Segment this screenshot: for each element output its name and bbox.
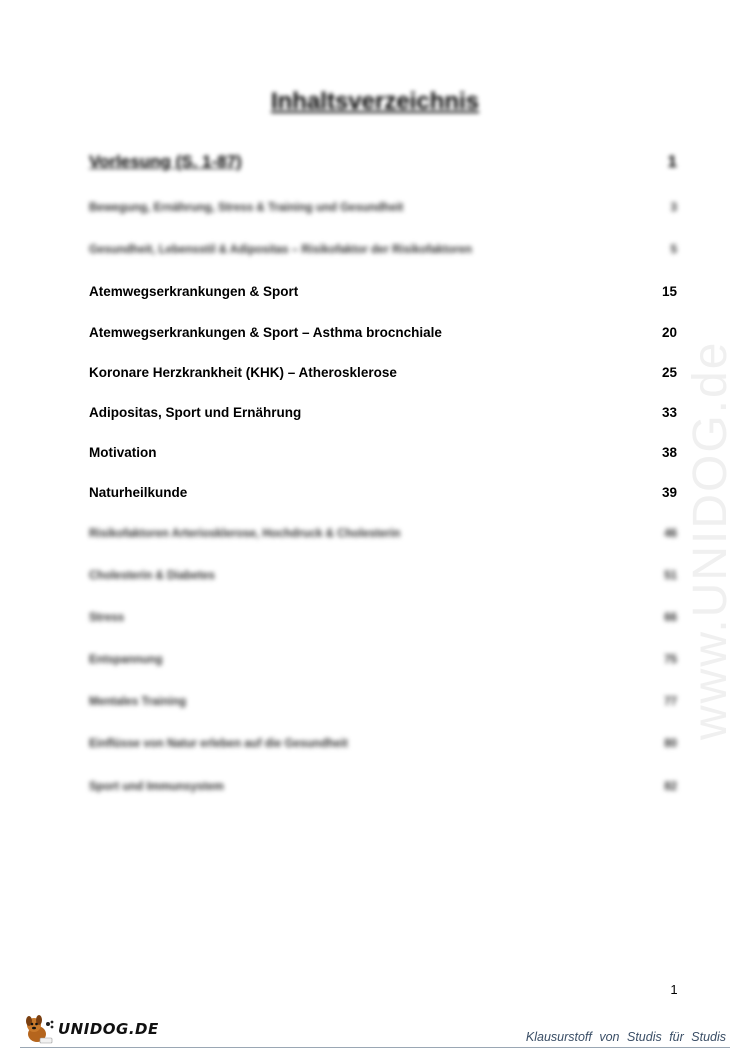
toc-entry-label: Atemwegserkrankungen & Sport	[89, 284, 299, 300]
toc-entry	[89, 610, 677, 652]
toc-entry-page: 20	[661, 324, 677, 340]
toc-entry-label: Motivation	[89, 445, 157, 461]
toc-entry	[89, 325, 677, 365]
toc-entry-page: 3	[670, 202, 677, 214]
toc-entry	[89, 694, 677, 736]
toc-entry	[89, 485, 677, 525]
table-of-contents	[89, 200, 677, 821]
toc-entry-page: 39	[661, 485, 677, 501]
toc-entry-page: 51	[664, 569, 677, 582]
toc-entry-label: Adipositas, Sport und Ernährung	[89, 404, 302, 420]
page-number: 1	[670, 982, 678, 997]
toc-entry	[89, 526, 677, 568]
toc-section-label: Vorlesung (S. 1-87)	[89, 152, 242, 171]
toc-entry	[89, 365, 677, 405]
toc-entry-label: Gesundheit, Lebensstil & Adipositas – Risikofaktor der Risikofaktoren	[89, 244, 472, 257]
toc-entry	[89, 242, 677, 284]
toc-entry-page: 46	[664, 527, 677, 540]
toc-entry-label: Mentales Training	[89, 696, 187, 709]
toc-entry-page: 82	[664, 780, 677, 793]
toc-entry-label: Risikofaktoren Arteriosklerose, Hochdruck & Cholesterin	[89, 527, 401, 540]
toc-entry-label: Koronare Herzkrankheit (KHK) – Atherosklerose	[89, 364, 397, 380]
toc-entry	[89, 284, 677, 324]
toc-entry-page: 77	[664, 696, 677, 709]
footer-divider	[20, 1047, 730, 1048]
toc-entry-page: 25	[661, 364, 677, 380]
toc-entry-label: Naturheilkunde	[89, 485, 188, 501]
toc-entry-label: Atemwegserkrankungen & Sport – Asthma brocnchiale	[89, 324, 442, 340]
toc-entry	[89, 779, 677, 821]
toc-entry-label: Stress	[89, 611, 125, 624]
toc-entry	[89, 652, 677, 694]
toc-entry-page: 5	[670, 244, 677, 257]
toc-entry-page: 75	[664, 654, 677, 667]
toc-entry-page: 66	[664, 611, 677, 624]
toc-entry	[89, 736, 677, 778]
toc-entry-label: Sport und Immunsystem	[89, 780, 224, 793]
toc-section-row	[89, 152, 677, 172]
toc-entry-page: 80	[664, 738, 677, 751]
toc-entry	[89, 405, 677, 445]
page-title: Inhaltsverzeichnis	[270, 88, 480, 115]
toc-section-page: 1	[667, 152, 677, 171]
logo-text: UNIDOG.DE	[58, 1020, 159, 1038]
toc-entry-label: Cholesterin & Diabetes	[89, 569, 215, 582]
footer-tagline: Klausurstoff von Studis für Studis	[525, 1030, 726, 1044]
unidog-logo	[22, 1012, 159, 1046]
toc-entry-label: Bewegung, Ernährung, Stress & Training und Gesundheit	[89, 202, 404, 214]
toc-entry	[89, 200, 677, 242]
toc-entry-label: Entspannung	[89, 654, 163, 667]
toc-entry-label: Einflüsse von Natur erleben auf die Gesundheit	[89, 738, 348, 751]
toc-entry	[89, 568, 677, 610]
toc-entry	[89, 445, 677, 485]
toc-entry-page: 33	[661, 404, 677, 420]
dog-mascot-icon	[22, 1012, 56, 1046]
toc-entry-page: 15	[661, 284, 677, 300]
watermark-text: www.UNIDOG.de	[684, 340, 737, 740]
toc-entry-page: 38	[661, 445, 677, 461]
